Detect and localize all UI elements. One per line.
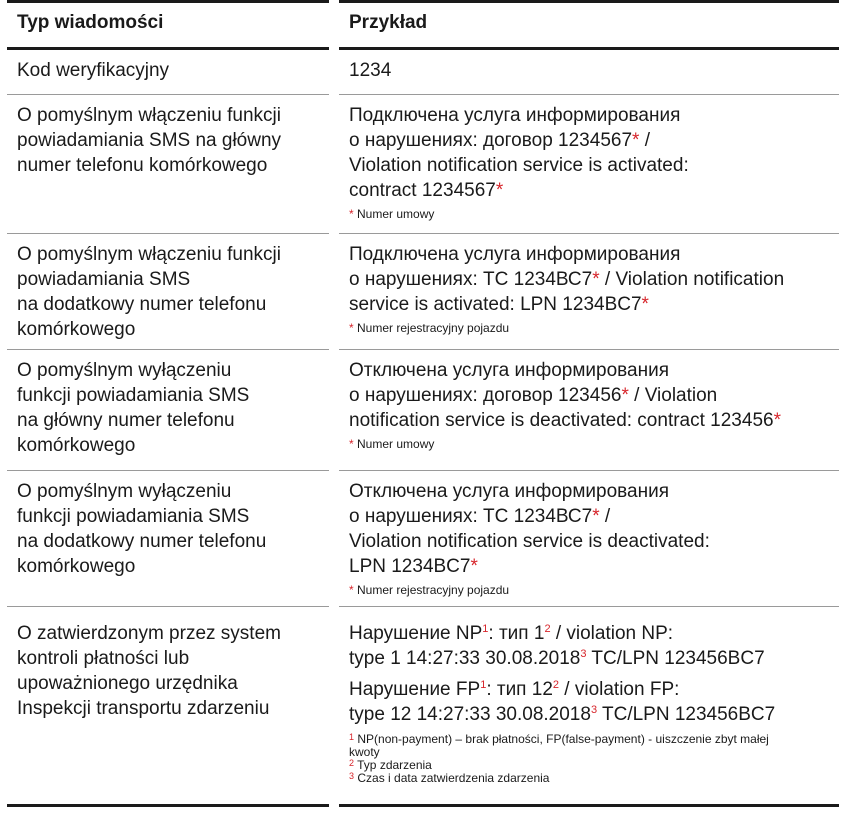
example-fragment: contract 1234567 (349, 180, 496, 201)
header-example: Przykład (349, 12, 428, 33)
header-message-type: Typ wiadomości (17, 12, 164, 33)
example-text (349, 178, 829, 203)
asterisk-mark: * (773, 410, 781, 431)
footnote (349, 322, 829, 335)
type-text: numer telefonu komórkowego (17, 155, 268, 176)
example-fragment: TC/LPN 123456BC7 (597, 704, 776, 725)
footnote (349, 438, 829, 451)
example-text (349, 504, 829, 529)
row-6-type (7, 607, 329, 804)
example-text: Violation notification service is deactivated: (349, 531, 710, 552)
footnote-text: Numer umowy (357, 207, 435, 221)
asterisk-mark: * (470, 556, 478, 577)
type-text: upoważnionego urzędnika (17, 673, 238, 694)
footnote-mark: 2 (349, 758, 355, 768)
footnote-text: Numer rejestracyjny pojazdu (357, 321, 510, 335)
example-text (349, 383, 829, 408)
example-text: Подключена услуга информирования (349, 105, 681, 126)
row-5-type (7, 471, 329, 606)
row-4-type (7, 350, 329, 470)
column-example (339, 0, 839, 807)
example-fragment: о нарушениях: ТС 1234ВС7 (349, 269, 593, 290)
footnote-text: Numer umowy (357, 437, 435, 451)
row-1-example (339, 50, 839, 94)
example-fragment: Нарушение FP (349, 679, 481, 700)
footnote-ref-1: 1 (482, 623, 489, 635)
type-text: O pomyślnym wyłączeniu (17, 481, 232, 502)
row-6-example (339, 607, 839, 804)
type-text: funkcji powiadamiania SMS (17, 385, 250, 406)
example-text (349, 621, 829, 646)
type-text: powiadamiania SMS (17, 269, 191, 290)
example-text: 1234 (349, 60, 392, 81)
example-text: Подключена услуга информирования (349, 244, 681, 265)
example-text (349, 128, 829, 153)
column-message-type (7, 0, 329, 807)
example-fragment: / (599, 506, 611, 527)
type-text: na główny numer telefonu (17, 410, 235, 431)
example-text (349, 646, 829, 671)
bottom-rule (339, 804, 839, 807)
type-text: kontroli płatności lub (17, 648, 190, 669)
example-text (349, 554, 829, 579)
example-text (349, 267, 829, 292)
example-text (349, 702, 829, 727)
footnote-ref-2: 2 (544, 623, 551, 635)
example-fragment: : тип 1 (488, 623, 545, 644)
type-text: komórkowego (17, 319, 136, 340)
asterisk-mark: * (349, 321, 354, 335)
type-text: na dodatkowy numer telefonu (17, 294, 267, 315)
row-4-example (339, 350, 839, 470)
example-text: Отключена услуга информирования (349, 360, 669, 381)
asterisk-mark: * (621, 385, 629, 406)
footnote-ref-1: 1 (480, 679, 487, 691)
example-fragment: : тип 12 (486, 679, 553, 700)
footnote-3 (349, 772, 829, 785)
type-text: komórkowego (17, 435, 136, 456)
footnote-ref-3: 3 (580, 648, 587, 660)
type-text: O pomyślnym włączeniu funkcji (17, 105, 281, 126)
example-text (349, 292, 829, 317)
asterisk-mark: * (349, 207, 354, 221)
footnote-text: Czas i data zatwierdzenia zdarzenia (357, 771, 550, 785)
type-text: Inspekcji transportu zdarzeniu (17, 698, 270, 719)
example-text (349, 408, 829, 433)
asterisk-mark: * (592, 269, 600, 290)
asterisk-mark: * (495, 180, 504, 201)
footnote-text: kwoty (349, 745, 380, 759)
row-3-type (7, 234, 329, 349)
asterisk-mark: * (592, 506, 600, 527)
example-fragment: / Violation (628, 385, 718, 406)
type-text: O pomyślnym wyłączeniu (17, 360, 232, 381)
footnote-ref-3: 3 (590, 704, 598, 716)
example-fragment: / violation FP: (559, 679, 680, 700)
footnote-text: Typ zdarzenia (357, 758, 432, 772)
footnote-mark: 1 (349, 732, 355, 742)
footnote-text: Numer rejestracyjny pojazdu (357, 583, 510, 597)
example-fragment: TC/LPN 123456BC7 (586, 648, 765, 669)
row-1-type (7, 50, 329, 94)
example-fragment: notification service is deactivated: contract 123456 (349, 410, 774, 431)
example-fragment: LPN 1234BC7 (349, 556, 471, 577)
type-text: funkcji powiadamiania SMS (17, 506, 250, 527)
asterisk-mark: * (632, 130, 640, 151)
type-text: O zatwierdzonym przez system (17, 623, 281, 644)
type-text: Kod weryfikacyjny (17, 60, 170, 81)
example-fragment: о нарушениях: ТС 1234ВС7 (349, 506, 593, 527)
row-2-example (339, 95, 839, 233)
footnote-1 (349, 733, 829, 746)
example-fragment: / (639, 130, 650, 151)
example-fragment: о нарушениях: договор 123456 (349, 385, 622, 406)
type-text: powiadamiania SMS na główny (17, 130, 282, 151)
bottom-rule (7, 804, 329, 807)
footnote (349, 584, 829, 597)
row-5-example (339, 471, 839, 606)
footnote-mark: 3 (349, 771, 355, 781)
type-text: O pomyślnym włączeniu funkcji (17, 244, 281, 265)
example-fragment: / violation NP: (550, 623, 674, 644)
type-text: na dodatkowy numer telefonu (17, 531, 267, 552)
example-text (349, 677, 829, 702)
example-fragment: type 12 14:27:33 30.08.2018 (349, 704, 591, 725)
example-fragment: Нарушение NP (349, 623, 483, 644)
example-text: Violation notification service is activated: (349, 155, 689, 176)
type-text: komórkowego (17, 556, 136, 577)
example-fragment: / Violation notification (599, 269, 785, 290)
example-text: Отключена услуга информирования (349, 481, 669, 502)
example-fragment: о нарушениях: договор 1234567 (349, 130, 633, 151)
row-2-type (7, 95, 329, 233)
example-fragment: type 1 14:27:33 30.08.2018 (349, 648, 581, 669)
footnote (349, 208, 829, 221)
asterisk-mark: * (641, 294, 649, 315)
example-fragment: service is activated: LPN 1234BC7 (349, 294, 642, 315)
footnote-text: NP(non-payment) – brak płatności, FP(false-payment) - uiszczenie zbyt małej (357, 732, 769, 746)
row-3-example (339, 234, 839, 349)
footnote-ref-2: 2 (552, 679, 560, 691)
asterisk-mark: * (349, 583, 354, 597)
asterisk-mark: * (349, 437, 354, 451)
